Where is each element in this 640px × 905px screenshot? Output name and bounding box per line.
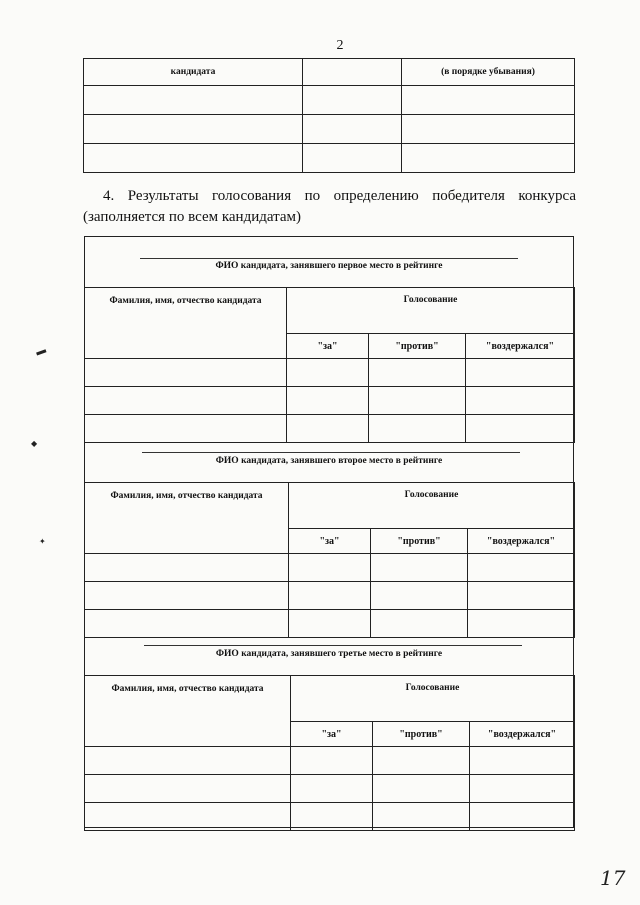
column-header: кандидата xyxy=(84,59,303,86)
name-column-header: Фамилия, имя, отчество кандидата xyxy=(85,288,287,359)
voting-header: Голосование xyxy=(291,676,575,722)
title-underline xyxy=(142,452,520,453)
name-column-header: Фамилия, имя, отчество кандидата xyxy=(85,483,289,554)
block-1-title: ФИО кандидата, занявшего первое место в рейтинге xyxy=(215,261,443,271)
block-2-title: ФИО кандидата, занявшего второе место в рейтинге xyxy=(215,456,443,466)
title-underline xyxy=(144,645,522,646)
candidates-table xyxy=(83,58,575,173)
table-row xyxy=(85,610,575,638)
vote-abstained-header: "воздержался" xyxy=(466,334,575,359)
table-row xyxy=(85,387,575,415)
block-3-title: ФИО кандидата, занявшего третье место в рейтинге xyxy=(215,649,443,659)
voting-header: Голосование xyxy=(289,483,575,529)
voting-table-3 xyxy=(84,675,575,831)
table-row xyxy=(85,359,575,387)
voting-table-1 xyxy=(84,287,575,443)
column-header: (в порядке убывания) xyxy=(402,59,575,86)
vote-for-header: "за" xyxy=(287,334,369,359)
handwritten-page-number: 17 xyxy=(600,866,626,890)
table-row xyxy=(84,144,575,173)
vote-against-header: "против" xyxy=(369,334,466,359)
scan-mark: ▬ xyxy=(34,344,48,359)
table-row xyxy=(84,115,575,144)
table-row xyxy=(85,582,575,610)
table-header-row xyxy=(84,59,575,86)
vote-against-header: "против" xyxy=(371,529,468,554)
scan-mark: ✦ xyxy=(39,537,46,546)
column-header xyxy=(303,59,402,86)
table-row xyxy=(84,86,575,115)
name-column-header: Фамилия, имя, отчество кандидата xyxy=(85,676,291,747)
scan-mark: ◆ xyxy=(31,439,38,448)
title-underline xyxy=(140,258,518,259)
vote-abstained-header: "воздержался" xyxy=(468,529,575,554)
vote-abstained-header: "воздержался" xyxy=(470,722,575,747)
page-number: 2 xyxy=(336,38,344,53)
table-row xyxy=(85,803,575,831)
table-row xyxy=(85,747,575,775)
table-row xyxy=(85,554,575,582)
table-row xyxy=(85,775,575,803)
vote-against-header: "против" xyxy=(373,722,470,747)
vote-for-header: "за" xyxy=(291,722,373,747)
table-row xyxy=(85,415,575,443)
vote-for-header: "за" xyxy=(289,529,371,554)
voting-header: Голосование xyxy=(287,288,575,334)
section-4-heading: 4. Результаты голосования по определению победителя конкурса (заполняется по всем кандидатам) xyxy=(83,188,576,225)
voting-table-2 xyxy=(84,482,575,638)
